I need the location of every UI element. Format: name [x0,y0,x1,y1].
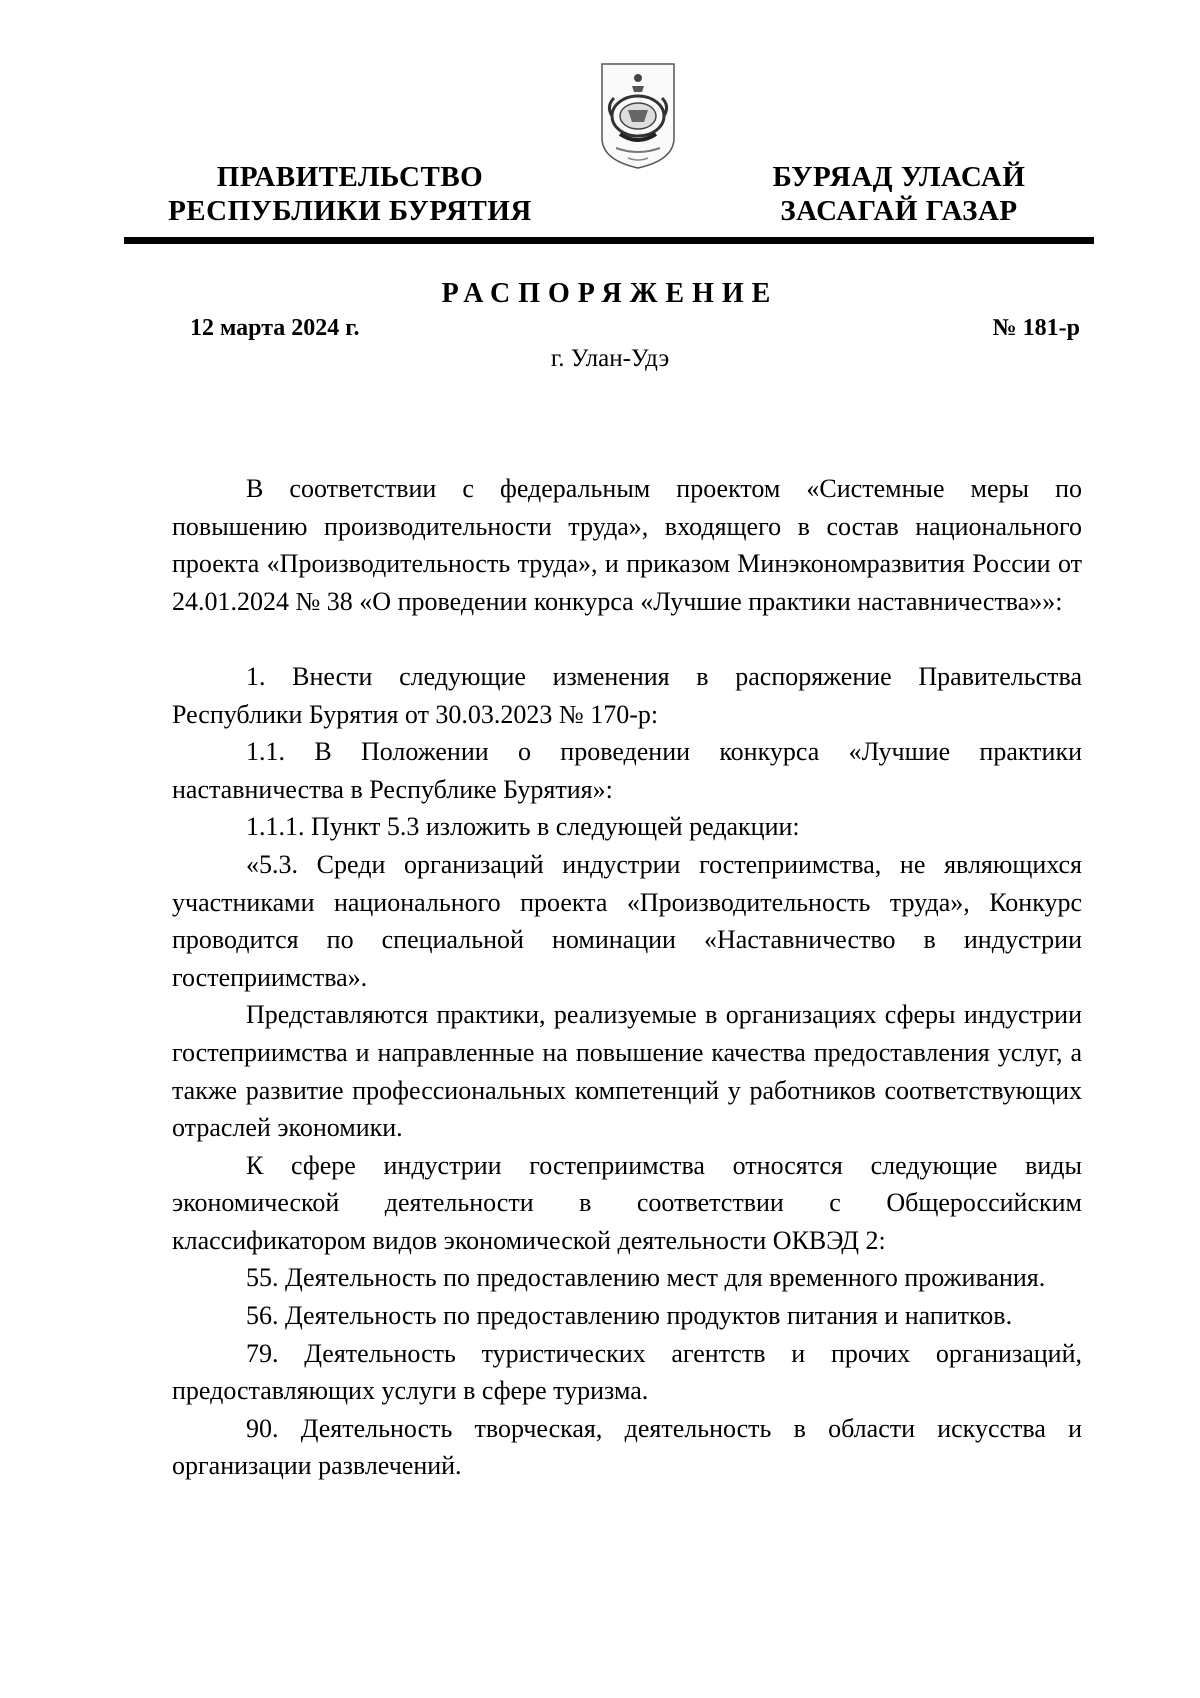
body-paragraph: 1. Внести следующие изменения в распоряжение Правительства Республики Бурятия от 30.03.2023 № 170-р: [172,661,1082,729]
document-date: 12 марта 2024 г. [190,315,360,341]
document-body [172,470,1082,1485]
body-paragraph: 1.1.1. Пункт 5.3 изложить в следующей редакции: [246,812,800,842]
document-number: № 181-р [992,315,1080,341]
body-paragraph: 55. Деятельность по предоставлению мест для временного проживания. [246,1263,1046,1293]
government-name-line: БУРЯАД УЛАСАЙ [772,161,1026,193]
body-paragraph: 56. Деятельность по предоставлению продуктов питания и напитков. [246,1301,1013,1331]
government-name-russian [160,160,540,228]
coat-of-arms-icon [598,60,678,172]
document-type-title: РАСПОРЯЖЕНИЕ [441,278,779,309]
government-name-line: РЕСПУБЛИКИ БУРЯТИЯ [168,195,532,227]
body-paragraph: 90. Деятельность творческая, деятельность в области искусства и организации развлечений. [172,1413,1082,1481]
body-paragraph: К сфере индустрии гостеприимства относятся следующие виды экономической деятельности в соответствии с Общероссийским классификатором видов экономической деятельности ОКВЭД 2: [172,1150,1082,1255]
body-paragraph: «5.3. Среди организаций индустрии гостеприимства, не являющихся участниками национального проекта «Производительность труда», Конкурс проводится по специальной номинации «Наставничество в индустрии гостеприимства». [172,849,1082,992]
government-name-line: ПРАВИТЕЛЬСТВО [216,161,484,193]
government-name-line: ЗАСАГАЙ ГАЗАР [780,195,1018,227]
preamble-paragraph: В соответствии с федеральным проектом «Системные меры по повышению производительности труда», входящего в состав национального проекта «Производительность труда», и приказом Минэкономразвития России от 24.01.2024 № 38 «О проведении конкурса «Лучшие практики наставничества»»: [172,474,1082,616]
document-city: г. Улан-Удэ [550,345,670,372]
body-paragraph: Представляются практики, реализуемые в организациях сферы индустрии гостеприимства и направленные на повышение качества предоставления услуг, а также развитие профессиональных компетенций у работников соответствующих отраслей экономики. [172,1000,1082,1143]
body-paragraph: 79. Деятельность туристических агентств и прочих организаций, предоставляющих услуги в сфере туризма. [172,1338,1082,1406]
government-name-buryat [744,160,1054,228]
body-paragraph: 1.1. В Положении о проведении конкурса «Лучшие практики наставничества в Республике Бурятия»: [172,737,1082,804]
header-divider [124,237,1094,244]
